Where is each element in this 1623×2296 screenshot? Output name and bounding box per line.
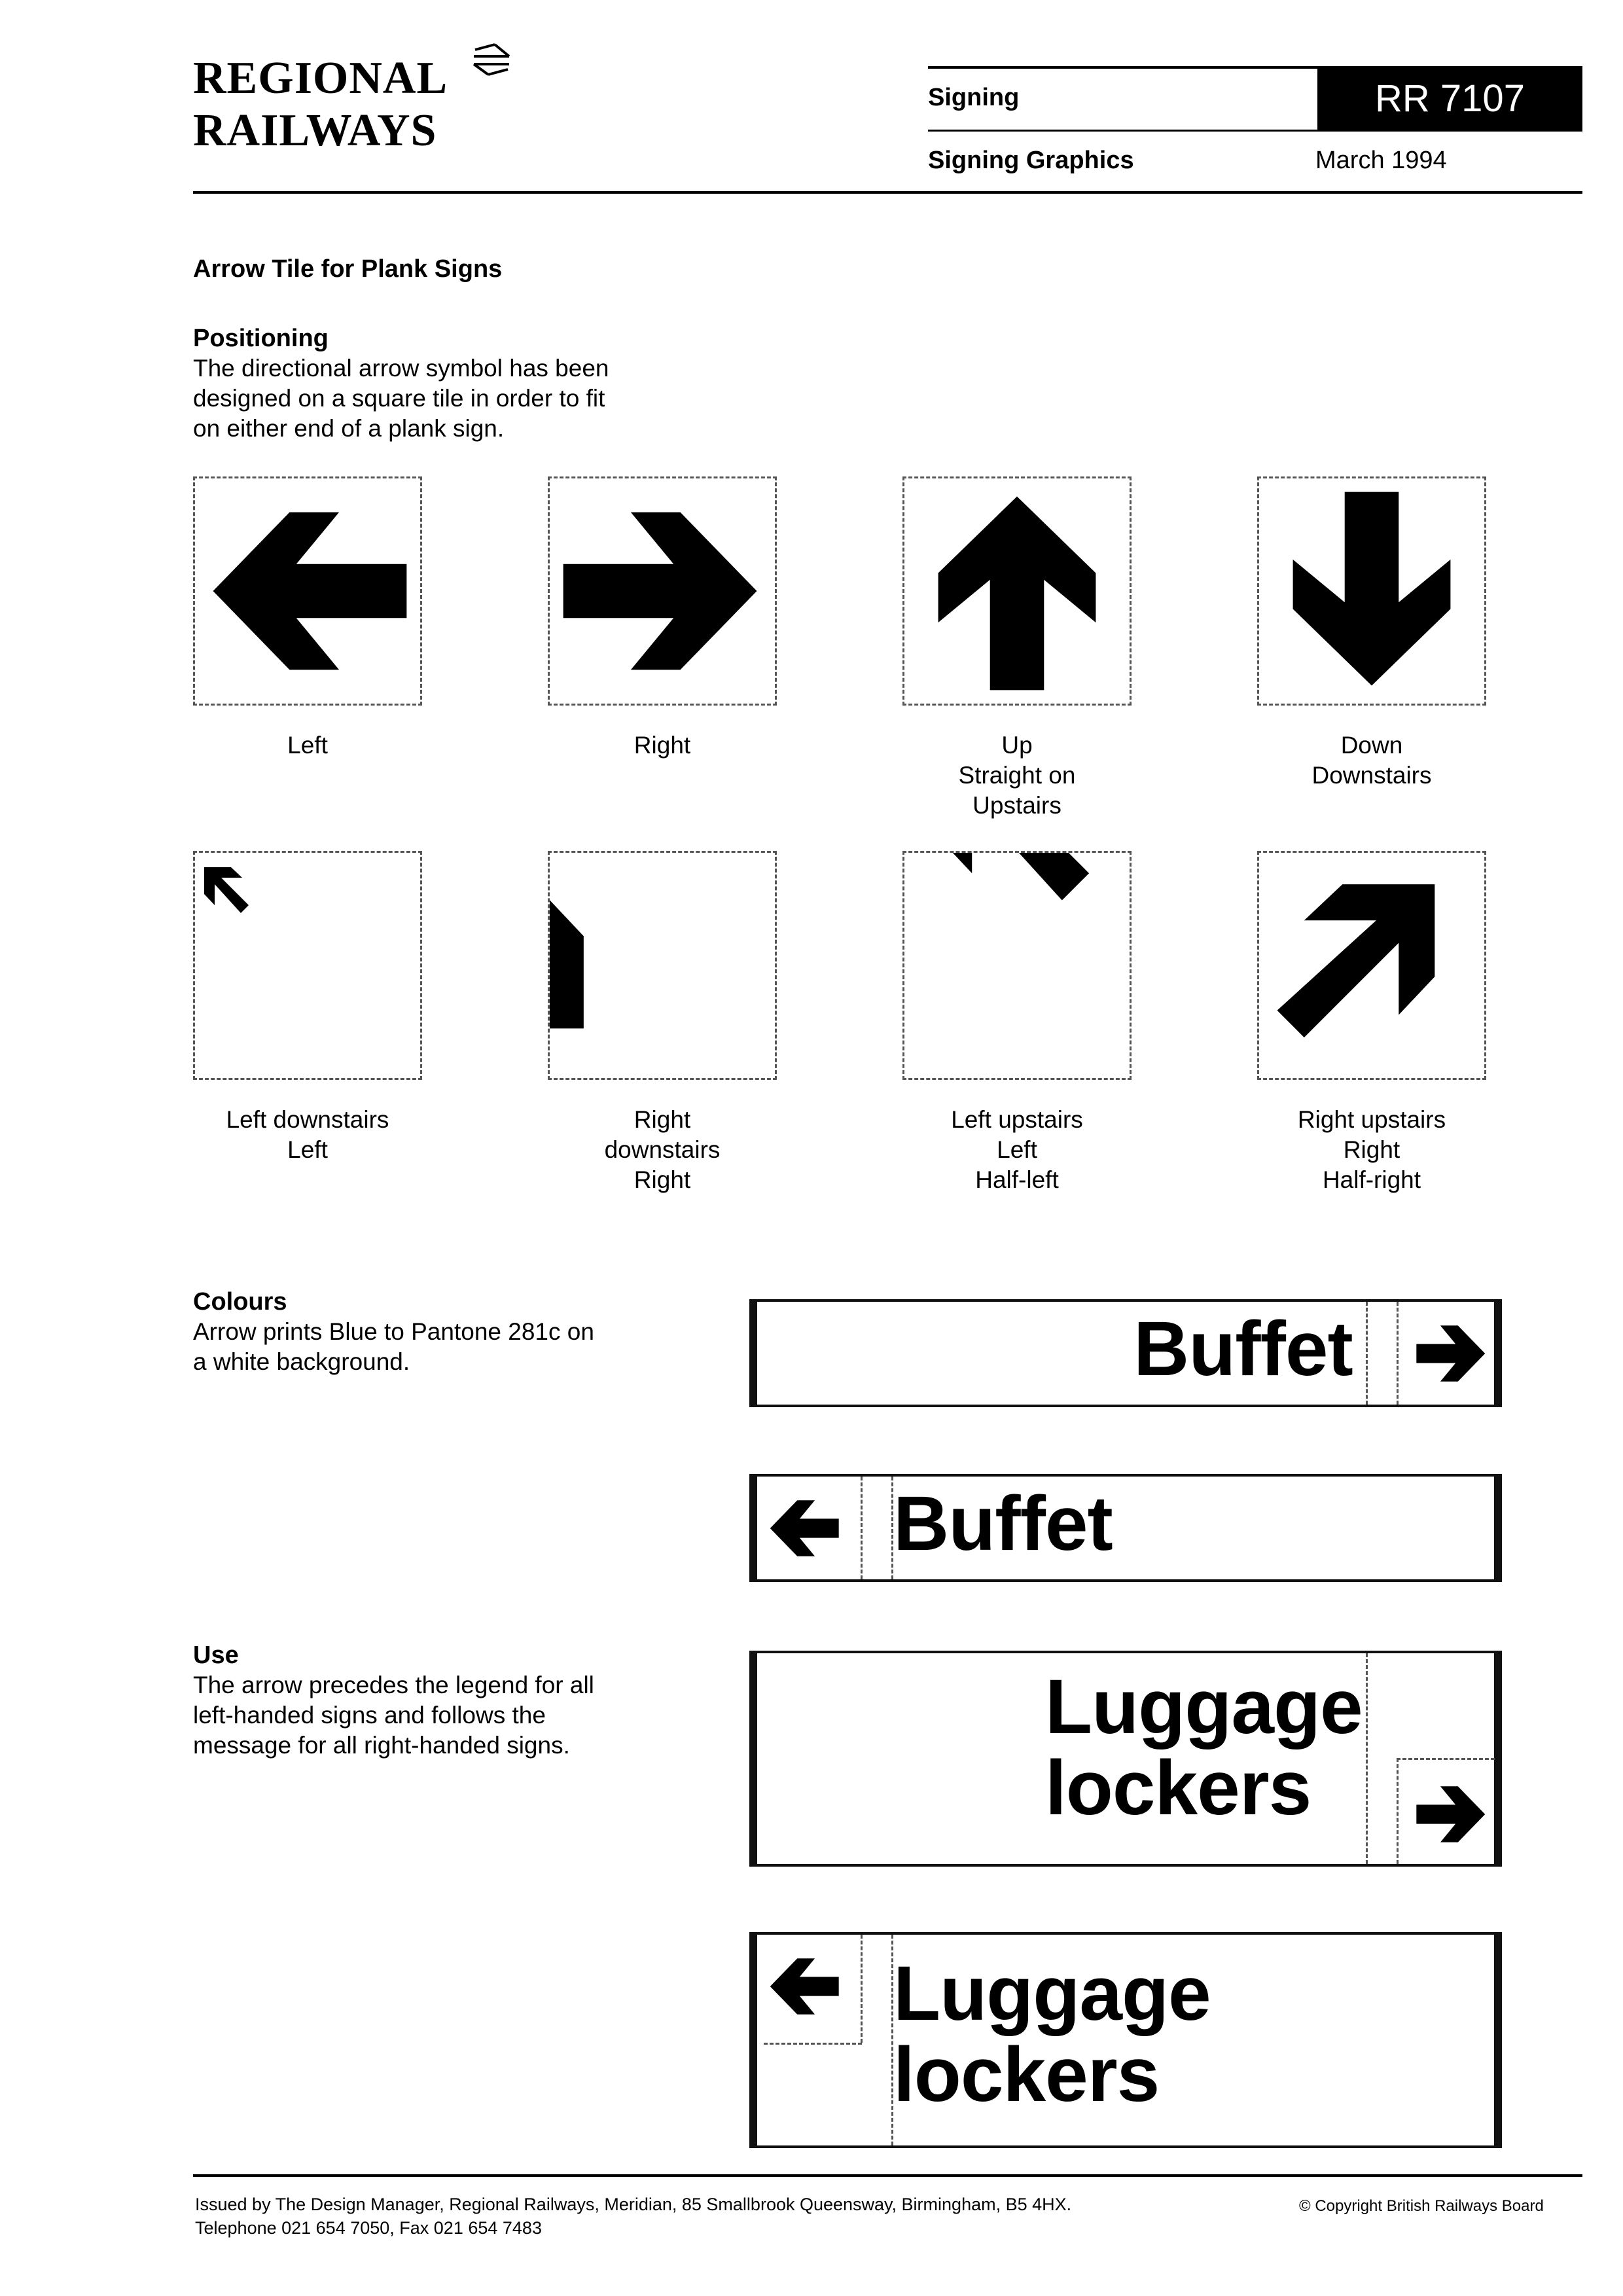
use-heading: Use (193, 1641, 239, 1669)
arrow-down-right-icon (550, 853, 775, 1078)
header-subject: Signing (928, 84, 1020, 111)
text-line: The arrow precedes the legend for all (193, 1672, 594, 1698)
plank-sign-buffet-left (749, 1474, 1502, 1582)
text-line: Arrow prints Blue to Pantone 281c on (193, 1318, 594, 1345)
tile-right (548, 476, 777, 706)
double-arrow-logo-icon (470, 43, 513, 76)
caption-line: Right (633, 732, 691, 759)
caption-line: Right upstairs (1297, 1106, 1446, 1133)
brand-wordmark (193, 52, 448, 157)
tile-guide-line (1366, 1302, 1368, 1405)
sign-legend-line-2: lockers (893, 2032, 1160, 2118)
caption-line: Left (287, 732, 328, 759)
caption-line: Straight on (958, 762, 1076, 789)
use-text (193, 1670, 594, 1761)
text-line: The directional arrow symbol has been (193, 355, 609, 382)
sign-legend-line-1: Luggage (1045, 1664, 1363, 1750)
footer-telephone: Telephone 021 654 7050, Fax 021 654 7483 (195, 2218, 542, 2238)
section-title: Arrow Tile for Plank Signs (193, 255, 503, 283)
tile-up-right (1257, 851, 1486, 1080)
tile-left (193, 476, 422, 706)
document-code: RR 7107 (1317, 66, 1582, 131)
text-line: left-handed signs and follows the (193, 1702, 546, 1729)
caption-line: Half-right (1322, 1166, 1421, 1193)
positioning-heading: Positioning (193, 325, 329, 352)
arrow-left-icon (764, 1946, 844, 2026)
caption-line: Left (287, 1136, 328, 1163)
footer-address: Issued by The Design Manager, Regional Railways, Meridian, 85 Smallbrook Queensway, Birmingham, B5 4HX. (195, 2195, 1072, 2214)
arrow-up-left-icon (904, 853, 1130, 1078)
sign-legend (1045, 1666, 1363, 1829)
caption-line: downstairs (604, 1136, 721, 1163)
tile-guide-line (861, 1935, 863, 2043)
text-line: designed on a square tile in order to fit (193, 385, 605, 412)
arrow-left-icon (195, 478, 420, 704)
brand-line-2: RAILWAYS (193, 105, 437, 156)
arrow-down-left-icon (195, 853, 420, 1078)
sign-legend (893, 1950, 1211, 2118)
caption-line: Down (1340, 732, 1403, 759)
colours-heading: Colours (193, 1288, 287, 1316)
caption-line: Half-left (975, 1166, 1059, 1193)
footer-rule (193, 2174, 1582, 2177)
header-subtitle: Signing Graphics (928, 147, 1134, 174)
sign-legend-line-2: lockers (1045, 1745, 1311, 1831)
tile-guide-line (1397, 1758, 1495, 1760)
arrow-down-icon (1259, 478, 1484, 704)
tile-up (902, 476, 1132, 706)
tile-up-left (902, 851, 1132, 1080)
arrow-left-icon (764, 1488, 844, 1568)
caption-up-right (1257, 1105, 1486, 1195)
footer-copyright: © Copyright British Railways Board (1299, 2197, 1544, 2215)
tile-guide-line (1397, 1302, 1399, 1405)
arrow-right-icon (1412, 1314, 1491, 1393)
arrow-right-icon (1412, 1774, 1491, 1854)
caption-line: Left (997, 1136, 1037, 1163)
caption-line: Right (633, 1166, 691, 1193)
tile-guide-line (861, 1477, 863, 1579)
sign-legend-line-1: Luggage (893, 1950, 1211, 2037)
header-date: March 1994 (1315, 147, 1447, 174)
caption-line: Downstairs (1311, 762, 1432, 789)
plank-sign-luggage-right (749, 1651, 1502, 1867)
header-bottom-rule (193, 191, 1582, 194)
arrow-up-right-icon (1259, 853, 1484, 1078)
sign-legend: Buffet (893, 1480, 1113, 1567)
tile-guide-line (1397, 1758, 1399, 1864)
arrow-right-icon (550, 478, 775, 704)
caption-line: Left upstairs (951, 1106, 1083, 1133)
caption-left (193, 730, 422, 761)
tile-down (1257, 476, 1486, 706)
caption-down-right (548, 1105, 777, 1195)
caption-down (1257, 730, 1486, 791)
text-line: message for all right-handed signs. (193, 1732, 570, 1759)
tile-down-right (548, 851, 777, 1080)
caption-right (548, 730, 777, 761)
caption-line: Right (633, 1106, 691, 1133)
caption-down-left (193, 1105, 422, 1165)
caption-up-left (902, 1105, 1132, 1195)
tile-guide-line (764, 2043, 862, 2045)
caption-line: Right (1343, 1136, 1400, 1163)
arrow-up-icon (904, 478, 1130, 704)
sign-legend: Buffet (1133, 1306, 1353, 1392)
caption-line: Up (1001, 732, 1033, 759)
text-line: on either end of a plank sign. (193, 415, 505, 442)
tile-guide-line (1366, 1653, 1368, 1864)
caption-line: Left downstairs (226, 1106, 389, 1133)
plank-sign-buffet-right (749, 1299, 1502, 1407)
tile-down-left (193, 851, 422, 1080)
caption-line: Upstairs (972, 792, 1061, 819)
colours-text (193, 1317, 594, 1377)
caption-up (902, 730, 1132, 821)
plank-sign-luggage-left (749, 1932, 1502, 2148)
brand-line-1: REGIONAL (193, 53, 448, 103)
positioning-text (193, 353, 609, 444)
text-line: a white background. (193, 1348, 410, 1375)
